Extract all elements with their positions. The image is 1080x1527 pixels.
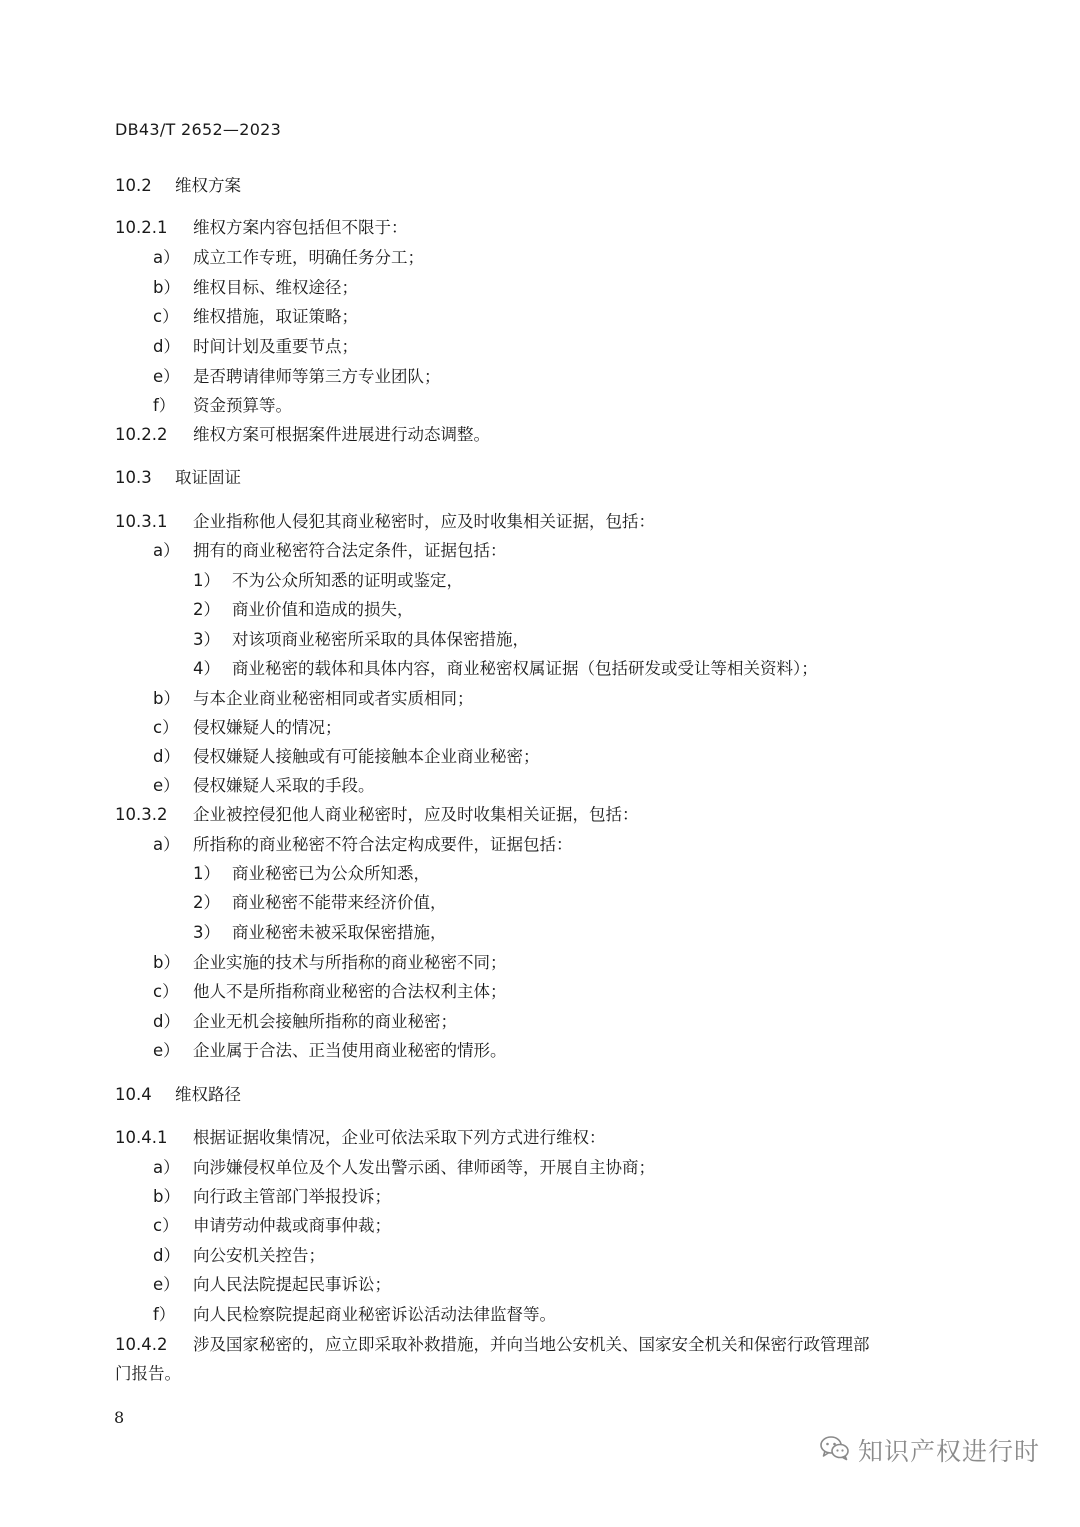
- list-item: [153, 1215, 391, 1237]
- list-marker: e）: [153, 776, 180, 795]
- list-marker: e）: [153, 1041, 180, 1060]
- section-heading-10-3: [115, 467, 241, 489]
- list-text: 与本企业商业秘密相同或者实质相同；: [193, 689, 474, 708]
- section-number: 10.3: [115, 468, 152, 487]
- list-item: [153, 1011, 457, 1033]
- list-marker: c）: [153, 982, 179, 1001]
- list-marker: c）: [153, 1216, 179, 1235]
- list-text: 他人不是所指称商业秘密的合法权利主体；: [193, 982, 507, 1001]
- watermark-text: 知识产权进行时: [858, 1437, 1041, 1466]
- list-text: 拥有的商业秘密符合法定条件，证据包括：: [193, 541, 507, 560]
- list-item: [153, 717, 342, 739]
- list-item: [153, 395, 292, 417]
- list-item: [153, 1157, 655, 1179]
- list-text: 商业秘密的载体和具体内容，商业秘密权属证据（包括研发或受让等相关资料）；: [232, 659, 818, 678]
- list-item: [153, 775, 375, 797]
- list-marker: c）: [153, 718, 179, 737]
- clause-10-4-2: [115, 1334, 870, 1356]
- clause-10-4-1: [115, 1127, 606, 1149]
- list-text: 侵权嫌疑人采取的手段。: [193, 776, 375, 795]
- watermark: [820, 1432, 1040, 1468]
- list-text: 所指称的商业秘密不符合法定构成要件，证据包括：: [193, 835, 573, 854]
- list-text: 商业秘密未被采取保密措施，: [232, 923, 447, 942]
- sub-list-item: [193, 658, 818, 680]
- sub-list-item: [193, 863, 430, 885]
- list-text: 对该项商业秘密所采取的具体保密措施，: [232, 630, 529, 649]
- list-marker: b）: [153, 953, 180, 972]
- sub-list-item: [193, 570, 463, 592]
- list-marker: 4）: [193, 659, 220, 678]
- list-text: 向人民法院提起民事诉讼；: [193, 1275, 391, 1294]
- section-title: 维权方案: [175, 176, 241, 195]
- list-marker: e）: [153, 1275, 180, 1294]
- list-item: [153, 306, 358, 328]
- list-item: [153, 277, 358, 299]
- section-title: 维权路径: [175, 1085, 241, 1104]
- list-item: [153, 952, 507, 974]
- list-marker: a）: [153, 248, 180, 267]
- list-item: [153, 1186, 391, 1208]
- list-item: [153, 1304, 556, 1326]
- list-marker: a）: [153, 835, 180, 854]
- clause-number: 10.2.2: [115, 425, 168, 444]
- list-marker: f）: [153, 396, 176, 415]
- list-text: 向公安机关控告；: [193, 1246, 325, 1265]
- clause-number: 10.4.1: [115, 1128, 168, 1147]
- section-title: 取证固证: [175, 468, 241, 487]
- list-marker: d）: [153, 1012, 180, 1031]
- section-heading-10-2: [115, 175, 241, 197]
- clause-10-3-2: [115, 804, 639, 826]
- list-text: 不为公众所知悉的证明或鉴定，: [232, 571, 463, 590]
- clause-10-2-2: [115, 424, 490, 446]
- list-item: [153, 688, 474, 710]
- list-marker: a）: [153, 1158, 180, 1177]
- list-item: [153, 336, 358, 358]
- list-item: [153, 834, 573, 856]
- list-text: 向人民检察院提起商业秘密诉讼活动法律监督等。: [193, 1305, 556, 1324]
- list-marker: d）: [153, 747, 180, 766]
- clause-number: 10.3.2: [115, 805, 168, 824]
- list-marker: 3）: [193, 630, 220, 649]
- list-text: 维权措施，取证策略；: [193, 307, 358, 326]
- list-marker: d）: [153, 337, 180, 356]
- document-code: DB43/T 2652—2023: [115, 120, 282, 139]
- list-marker: e）: [153, 367, 180, 386]
- list-text: 企业属于合法、正当使用商业秘密的情形。: [193, 1041, 507, 1060]
- list-marker: b）: [153, 689, 180, 708]
- clause-text: 涉及国家秘密的，应立即采取补救措施，并向当地公安机关、国家安全机关和保密行政管理部: [193, 1335, 870, 1354]
- list-item: [153, 540, 507, 562]
- list-text: 向涉嫌侵权单位及个人发出警示函、律师函等，开展自主协商；: [193, 1158, 655, 1177]
- list-marker: 2）: [193, 893, 220, 912]
- list-text: 成立工作专班，明确任务分工；: [193, 248, 424, 267]
- list-marker: c）: [153, 307, 179, 326]
- list-text: 侵权嫌疑人接触或有可能接触本企业商业秘密；: [193, 747, 540, 766]
- clause-text: 企业被控侵犯他人商业秘密时，应及时收集相关证据，包括：: [193, 805, 639, 824]
- list-marker: a）: [153, 541, 180, 560]
- list-item: [153, 1245, 325, 1267]
- list-text: 侵权嫌疑人的情况；: [193, 718, 342, 737]
- list-marker: b）: [153, 1187, 180, 1206]
- section-number: 10.4: [115, 1085, 152, 1104]
- list-text: 商业秘密已为公众所知悉，: [232, 864, 430, 883]
- list-text: 资金预算等。: [193, 396, 292, 415]
- list-marker: 3）: [193, 923, 220, 942]
- section-number: 10.2: [115, 176, 152, 195]
- list-item: [153, 1040, 507, 1062]
- clause-text: 维权方案内容包括但不限于：: [193, 218, 408, 237]
- list-item: [153, 247, 424, 269]
- clause-10-3-1: [115, 511, 655, 533]
- list-item: [153, 981, 507, 1003]
- list-text: 商业秘密不能带来经济价值，: [232, 893, 447, 912]
- section-heading-10-4: [115, 1084, 241, 1106]
- sub-list-item: [193, 922, 447, 944]
- clause-number: 10.2.1: [115, 218, 168, 237]
- clause-text: 企业指称他人侵犯其商业秘密时，应及时收集相关证据，包括：: [193, 512, 655, 531]
- list-marker: f）: [153, 1305, 176, 1324]
- list-marker: 2）: [193, 600, 220, 619]
- list-text: 企业无机会接触所指称的商业秘密；: [193, 1012, 457, 1031]
- list-marker: 1）: [193, 571, 220, 590]
- sub-list-item: [193, 599, 414, 621]
- list-text: 维权目标、维权途径；: [193, 278, 358, 297]
- clause-number: 10.4.2: [115, 1335, 168, 1354]
- clause-number: 10.3.1: [115, 512, 168, 531]
- clause-text: 维权方案可根据案件进展进行动态调整。: [193, 425, 490, 444]
- clause-text: 根据证据收集情况，企业可依法采取下列方式进行维权：: [193, 1128, 606, 1147]
- list-text: 商业价值和造成的损失，: [232, 600, 414, 619]
- list-marker: 1）: [193, 864, 220, 883]
- list-text: 向行政主管部门举报投诉；: [193, 1187, 391, 1206]
- list-text: 是否聘请律师等第三方专业团队；: [193, 367, 441, 386]
- list-item: [153, 746, 540, 768]
- list-text: 企业实施的技术与所指称的商业秘密不同；: [193, 953, 507, 972]
- sub-list-item: [193, 892, 447, 914]
- list-text: 申请劳动仲裁或商事仲裁；: [193, 1216, 391, 1235]
- list-item: [153, 1274, 391, 1296]
- clause-10-2-1: [115, 217, 408, 239]
- list-text: 时间计划及重要节点；: [193, 337, 358, 356]
- wechat-icon: [820, 1435, 850, 1465]
- list-marker: b）: [153, 278, 180, 297]
- sub-list-item: [193, 629, 529, 651]
- list-item: [153, 366, 441, 388]
- clause-continuation: 门报告。: [115, 1364, 181, 1383]
- list-marker: d）: [153, 1246, 180, 1265]
- page-number: 8: [114, 1408, 125, 1427]
